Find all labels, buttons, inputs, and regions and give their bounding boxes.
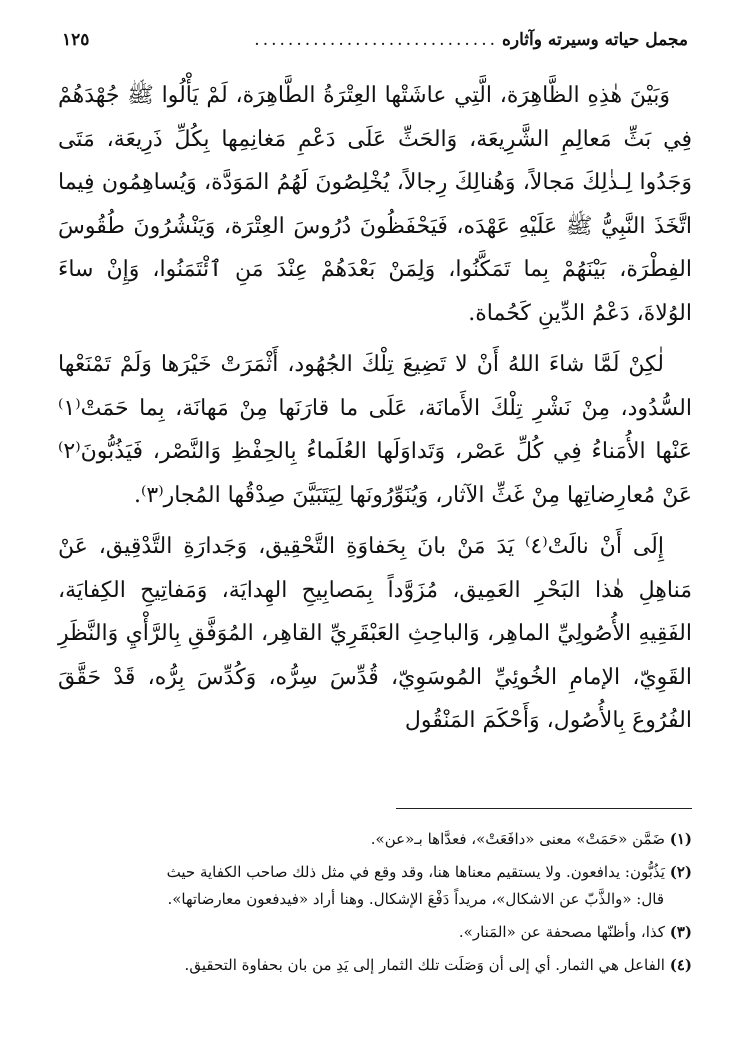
- footnote-text: ضَمَّن «حَمَتْ» معنى «دافَعَتْ»، فعدَّاها بـ«عن».: [370, 830, 665, 848]
- header-title: مجمل حياته وسيرته وآثاره: [502, 30, 688, 50]
- paragraph-1: وَبَيْنَ هٰذِهِ الظَّاهِرَة، الَّتِي عاشَتْها العِتْرَةُ الطَّاهِرَة، لَمْ يَأْلُوا ﷺ جُهْدَهُمْ فِي بَثِّ مَعالِمِ الشَّرِيعَة، وَالحَثِّ عَلَى دَعْمِ مَغانِمِها بِكُلِّ ذَرِيعَة، مَتَى وَجَدُوا لِـذٰلِكَ مَجالاً، وَهُنالِكَ رِجالاً، يُخْلِصُونَ لَهُمُ المَوَدَّة، وَيُساهِمُون فِيما اتَّخَذَ النَّبِيُّ ﷺ عَلَيْهِ عَهْدَه، فَيَحْفَظُونَ دُرُوسَ العِتْرَة، وَيَنْشُرُونَ طُقُوسَ الفِطْرَة، بَيْنَهُمْ بِما تَمَكَّنُوا، وَلِمَنْ بَعْدَهُمْ عِنْدَ مَنِ ٱئْتَمَنُوا، وَإِنْ ساءَ الوُلاةَ، دَعْمُ الدِّينِ كَحُماة.: [58, 83, 692, 326]
- footnote-3: [58, 919, 692, 946]
- footnote-number: (١): [669, 830, 692, 848]
- main-text: [58, 74, 692, 743]
- page-number: ١٢٥: [62, 30, 90, 50]
- paragraph-3: إِلَى أَنْ نالَتْ⁽٤⁾ يَدَ مَنْ بانَ بِحَفاوَةِ التَّحْقِيق، وَجَدارَةِ التَّدْقِيق، عَنْ مَناهِلِ هٰذا البَحْرِ العَمِيق، مُزَوَّداً بِمَصابِيحِ الهِدايَة، وَمَفاتِيحِ الكِفايَة، الفَقِيهِ الأُصُولِيِّ الماهِر، وَالباحِثِ العَبْقَرِيِّ القاهِر، المُوَفَّقِ بِالرَّأْيِ وَالنَّظَرِ القَوِيّ، الإمامِ الخُوئِيِّ المُوسَوِيّ، قُدِّسَ سِرُّه، وَكُدِّسَ بِرُّه، قَدْ حَقَّقَ الفُرُوعَ بِالأُصُول، وَأَحْكَمَ المَنْقُول: [58, 534, 692, 733]
- paragraph-2: لٰكِنْ لَمَّا شاءَ اللهُ أَنْ لا تَضِيعَ تِلْكَ الجُهُود، أَثْمَرَتْ خَيْرَها وَلَمْ تَمْنَعْها السُّدُود، مِنْ نَشْرِ تِلْكَ الأَمانَة، عَلَى ما قارَنَها مِنْ مَهانَة، بِما حَمَتْ⁽١⁾ عَنْها الأُمَناءُ فِي كُلِّ عَصْر، وَتَداوَلَها العُلَماءُ بِالحِفْظِ وَالنَّصْر، فَيَذُبُّونَ⁽٢⁾ عَنْ مُعارِضاتِها مِنْ غَثِّ الآثار، وَيُنَوِّرُونَها لِيَتَبَيَّنَ صِدْقُها المُجار⁽٣⁾.: [58, 352, 692, 508]
- footnote-number: (٣): [669, 923, 692, 941]
- footnote-2: [58, 859, 692, 913]
- footnote-number: (٢): [669, 863, 692, 881]
- footnote-4: [58, 952, 692, 979]
- running-header: [62, 30, 688, 64]
- footnote-text: يَذُبُّون: يدافعون. ولا يستقيم معناها هنا، وقد وقع في مثل ذلك صاحب الكفاية حيث: [166, 863, 665, 881]
- header-leader-dots: .............................: [254, 30, 499, 50]
- footnote-continuation: قال: «والذَّبّ عن الاشكال»، مريداً دَفْعَ الإشكال. وهنا أراد «فيدفعون معارضاتها».: [167, 890, 664, 908]
- footnote-number: (٤): [669, 956, 692, 974]
- footnote-text: كذا، وأظنّها مصحفة عن «المَنار».: [458, 923, 665, 941]
- footnote-text: الفاعل هي الثمار. أي إلى أن وَصَلَت تلك الثمار إلى يَدِ من بان بحفاوة التحقيق.: [184, 956, 665, 974]
- footnotes: [58, 826, 692, 985]
- footnote-divider: [396, 808, 692, 809]
- footnote-1: [58, 826, 692, 853]
